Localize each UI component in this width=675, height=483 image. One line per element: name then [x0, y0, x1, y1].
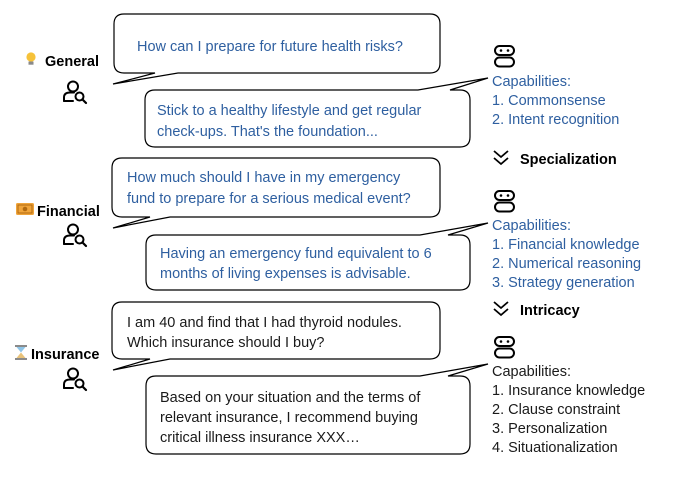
double-chevron-down-icon — [494, 151, 508, 164]
answer-text: Having an emergency fund equivalent to 6 months of living expenses is advisable. — [160, 246, 432, 282]
section-label: General — [45, 54, 99, 70]
answer-text: Based on your situation and the terms of relevant insurance, I recommend buying critical illness insurance XXX… — [160, 390, 421, 446]
question-text: I am 40 and find that I had thyroid nodules. Which insurance should I buy? — [127, 315, 402, 351]
double-chevron-down-icon — [494, 302, 508, 315]
capabilities-list: Capabilities: 1. Commonsense 2. Intent recognition — [492, 74, 620, 128]
transition-specialization — [494, 151, 617, 168]
capabilities-list: Capabilities: 1. Insurance knowledge 2. Clause constraint 3. Personalization 4. Situationalization — [492, 364, 646, 456]
section-financial — [16, 158, 645, 291]
money-icon — [16, 203, 34, 215]
user-search-icon — [64, 82, 86, 104]
question-text: How much should I have in my emergency fund to prepare for a serious medical event? — [127, 170, 411, 207]
question-text: How can I prepare for future health risks? — [137, 39, 403, 55]
transition-intricacy — [494, 302, 580, 319]
section-label: Insurance — [31, 347, 100, 363]
robot-icon — [495, 46, 514, 67]
robot-icon — [495, 337, 514, 358]
transition-label: Intricacy — [520, 303, 580, 319]
robot-icon — [495, 191, 514, 212]
hourglass-icon — [15, 345, 27, 360]
answer-text: Stick to a healthy lifestyle and get regular check-ups. That's the foundation... — [157, 103, 422, 140]
user-search-icon — [64, 225, 86, 247]
user-search-icon — [64, 369, 86, 391]
section-insurance — [15, 302, 649, 456]
lightbulb-icon — [26, 52, 35, 64]
section-label: Financial — [37, 204, 100, 220]
capabilities-list: Capabilities: 1. Financial knowledge 2. Numerical reasoning 3. Strategy generation — [492, 218, 642, 291]
transition-label: Specialization — [520, 152, 617, 168]
section-general — [26, 14, 619, 147]
